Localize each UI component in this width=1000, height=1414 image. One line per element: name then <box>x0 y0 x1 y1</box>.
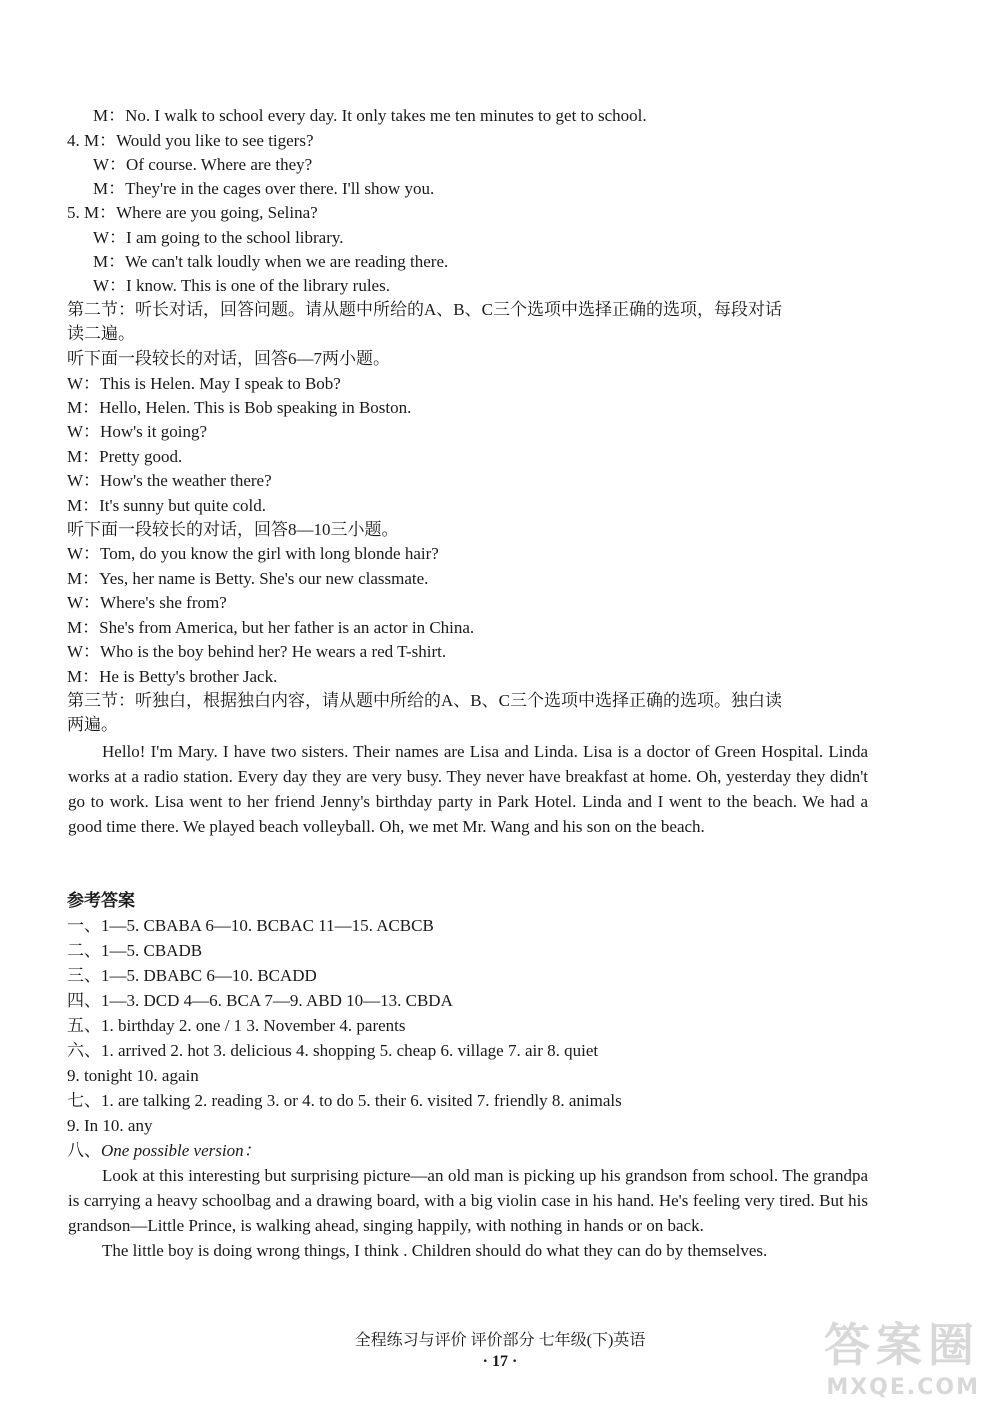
answer-line: 六、1. arrived 2. hot 3. delicious 4. shopping 5. cheap 6. village 7. air 8. quiet <box>67 1041 599 1060</box>
script-line: 4. M：Would you like to see tigers? <box>67 131 314 150</box>
script-line: W：Of course. Where are they? <box>93 155 313 174</box>
footer-title: 全程练习与评价 评价部分 七年级(下)英语 <box>354 1332 646 1349</box>
section3-instruction: 第三节：听独白，根据独白内容，请从题中所给的A、B、C三个选项中选择正确的选项。独白读 <box>67 691 782 710</box>
dialogue2-intro: 听下面一段较长的对话，回答8—10三小题。 <box>67 520 399 539</box>
dialogue-line: W：How's the weather there? <box>67 471 272 490</box>
dialogue-line: W：Who is the boy behind her? He wears a red T-shirt. <box>67 642 447 661</box>
script-line: M：They're in the cages over there. I'll show you. <box>93 179 435 198</box>
dialogue-line: M：She's from America, but her father is an actor in China. <box>67 618 475 637</box>
script-line: M：No. I walk to school every day. It only takes me ten minutes to get to school. <box>93 106 647 125</box>
model-essay <box>68 1163 868 1263</box>
writing-label-text: One possible version： <box>101 1141 261 1160</box>
answers-title: 参考答案 <box>67 891 135 911</box>
script-line: W：I am going to the school library. <box>93 228 344 247</box>
section2-instruction: 第二节：听长对话，回答问题。请从题中所给的A、B、C三个选项中选择正确的选项，每段对话 <box>67 300 782 319</box>
essay-paragraph: The little boy is doing wrong things, I think . Children should do what they can do by themselves. <box>102 1241 768 1260</box>
section3-instruction-cont: 两遍。 <box>67 715 118 734</box>
monologue-text: Hello! I'm Mary. I have two sisters. Their names are Lisa and Linda. Lisa is a doctor of Green Hospital. Linda works at a radio station. Every day they are very busy. They never have breakfast at home. Oh, yesterday they didn't go to work. Lisa went to her friend Jenny's birthday party in Park Hotel. Linda and I went to the beach. We had a good time there. We played beach volleyball. Oh, we met Mr. Wang and his son on the beach. <box>68 742 868 836</box>
answer-line: 七、1. are talking 2. reading 3. or 4. to do 5. their 6. visited 7. friendly 8. animals <box>67 1091 622 1110</box>
answer-line: 9. tonight 10. again <box>67 1066 199 1085</box>
dialogue-line: W：This is Helen. May I speak to Bob? <box>67 374 341 393</box>
watermark-site: MXQE.COM <box>826 1375 980 1400</box>
dialogue1-intro: 听下面一段较长的对话，回答6—7两小题。 <box>67 349 390 368</box>
dialogue-line: W：Tom, do you know the girl with long blonde hair? <box>67 544 439 563</box>
answer-line: 二、1—5. CBADB <box>67 941 203 960</box>
watermark-logo: 答案圈 <box>824 1318 980 1372</box>
dialogue-line: W：How's it going? <box>67 422 207 441</box>
answer-line: 三、1—5. DBABC 6—10. BCADD <box>67 966 317 985</box>
dialogue-line: M：Pretty good. <box>67 447 183 466</box>
answer-line: 9. In 10. any <box>67 1116 153 1135</box>
writing-label <box>67 1140 261 1162</box>
script-line: W：I know. This is one of the library rules. <box>93 276 390 295</box>
writing-label-prefix: 八、 <box>67 1141 101 1160</box>
page-number: · 17 · <box>482 1353 518 1370</box>
answer-line: 四、1—3. DCD 4—6. BCA 7—9. ABD 10—13. CBDA <box>67 991 453 1010</box>
answer-line: 五、1. birthday 2. one / 1 3. November 4. parents <box>67 1016 406 1035</box>
dialogue-line: M：It's sunny but quite cold. <box>67 496 267 515</box>
essay-paragraph: Look at this interesting but surprising picture—an old man is picking up his grandson from school. The grandpa is carrying a heavy schoolbag and a drawing board, with a big violin case in his hand. He's feeling very tired. But his grandson—Little Prince, is walking ahead, singing happily, with nothing in hands or on back. <box>68 1166 868 1235</box>
dialogue-line: M：Yes, her name is Betty. She's our new classmate. <box>67 569 429 588</box>
monologue <box>68 739 868 839</box>
script-line: M：We can't talk loudly when we are reading there. <box>93 252 449 271</box>
dialogue-line: M：Hello, Helen. This is Bob speaking in Boston. <box>67 398 412 417</box>
section2-instruction-cont: 读二遍。 <box>67 324 135 343</box>
script-line: 5. M：Where are you going, Selina? <box>67 203 318 222</box>
dialogue-line: M：He is Betty's brother Jack. <box>67 667 278 686</box>
watermark <box>824 1309 980 1400</box>
dialogue-line: W：Where's she from? <box>67 593 227 612</box>
answer-line: 一、1—5. CBABA 6—10. BCBAC 11—15. ACBCB <box>67 916 434 935</box>
